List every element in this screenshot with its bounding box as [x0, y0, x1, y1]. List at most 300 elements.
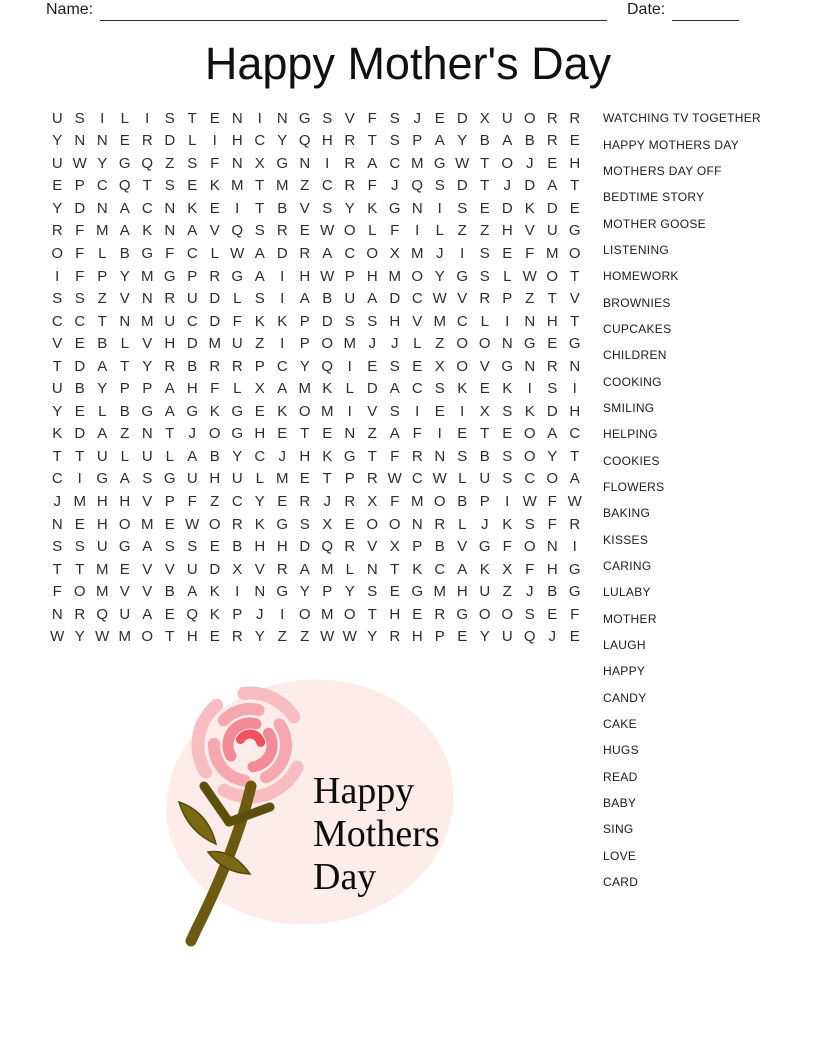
grid-letter: F	[547, 515, 557, 533]
grid-letter: J	[548, 628, 556, 646]
grid-letter: I	[235, 583, 240, 601]
grid-letter: R	[569, 109, 581, 127]
grid-letter: H	[321, 132, 333, 150]
grid-letter: H	[231, 132, 243, 150]
grid-letter: S	[524, 515, 535, 533]
grid-letter: F	[502, 538, 512, 556]
grid-letter: Q	[96, 605, 109, 623]
grid-letter: G	[568, 335, 581, 353]
grid-letter: M	[141, 515, 154, 533]
grid-letter: Y	[52, 402, 63, 420]
grid-letter: D	[456, 177, 468, 195]
grid-letter: P	[502, 290, 513, 308]
grid-letter: N	[411, 515, 423, 533]
grid-letter: I	[347, 357, 352, 375]
grid-letter: Y	[254, 492, 265, 510]
grid-letter: D	[299, 538, 311, 556]
grid-letter: Y	[299, 357, 310, 375]
grid-letter: E	[547, 335, 558, 353]
word-list-item: BABY	[603, 796, 637, 811]
grid-letter: P	[479, 492, 490, 510]
grid-letter: F	[390, 447, 400, 465]
grid-letter: T	[187, 109, 197, 127]
grid-letter: L	[255, 470, 264, 488]
grid-letter: C	[456, 312, 468, 330]
grid-letter: R	[231, 357, 243, 375]
grid-letter: P	[97, 267, 108, 285]
grid-letter: Y	[547, 447, 558, 465]
grid-letter: C	[411, 470, 423, 488]
grid-letter: M	[433, 583, 446, 601]
grid-letter: W	[320, 628, 335, 646]
grid-letter: S	[254, 222, 265, 240]
grid-letter: Y	[457, 132, 468, 150]
grid-letter: T	[52, 357, 62, 375]
grid-letter: E	[389, 583, 400, 601]
grid-letter: H	[569, 402, 581, 420]
grid-letter: D	[546, 199, 558, 217]
grid-letter: O	[298, 402, 311, 420]
grid-letter: S	[389, 357, 400, 375]
grid-letter: C	[389, 154, 401, 172]
grid-letter: F	[52, 583, 62, 601]
word-list-item: HELPING	[603, 427, 658, 442]
grid-letter: L	[98, 402, 107, 420]
grid-letter: T	[255, 177, 265, 195]
grid-letter: E	[569, 132, 580, 150]
grid-letter: N	[96, 199, 108, 217]
grid-letter: L	[503, 267, 512, 285]
grid-letter: V	[164, 560, 175, 578]
grid-letter: H	[546, 312, 558, 330]
grid-letter: A	[389, 425, 400, 443]
grid-letter: J	[53, 492, 61, 510]
grid-letter: R	[434, 515, 446, 533]
grid-letter: E	[569, 628, 580, 646]
grid-letter: T	[570, 267, 580, 285]
grid-letter: I	[572, 538, 577, 556]
grid-letter: E	[457, 425, 468, 443]
grid-letter: B	[479, 447, 490, 465]
grid-letter: J	[256, 605, 264, 623]
grid-letter: I	[77, 470, 82, 488]
grid-letter: W	[230, 245, 245, 262]
grid-letter: W	[50, 628, 65, 646]
grid-letter: T	[52, 447, 62, 465]
word-list-item: HOMEWORK	[603, 269, 679, 284]
grid-letter: S	[164, 109, 175, 127]
blob-background	[150, 661, 469, 943]
grid-letter: R	[164, 357, 176, 375]
word-list-item: CUPCAKES	[603, 321, 672, 336]
grid-letter: G	[231, 425, 244, 443]
grid-letter: V	[367, 538, 378, 556]
grid-letter: E	[547, 605, 558, 623]
grid-letter: I	[415, 222, 420, 240]
grid-letter: T	[390, 560, 400, 578]
grid-letter: S	[434, 380, 445, 398]
grid-letter: W	[455, 154, 470, 172]
grid-letter: S	[322, 199, 333, 217]
grid-letter: M	[321, 560, 334, 578]
grid-letter: E	[367, 357, 378, 375]
grid-letter: U	[96, 447, 108, 465]
grid-letter: M	[343, 335, 356, 353]
grid-letter: J	[526, 583, 534, 601]
grid-letter: E	[299, 470, 310, 488]
grid-letter: M	[411, 492, 424, 510]
grid-letter: I	[145, 109, 150, 127]
word-list-item: CARD	[603, 875, 639, 890]
grid-letter: U	[546, 222, 558, 240]
grid-letter: C	[186, 245, 198, 262]
word-list-item: MOTHER GOOSE	[603, 216, 706, 231]
grid-letter: O	[411, 267, 424, 285]
grid-letter: E	[119, 560, 130, 578]
grid-letter: Z	[120, 425, 130, 443]
grid-letter: U	[186, 560, 198, 578]
grid-letter: T	[165, 628, 175, 646]
grid-letter: A	[97, 357, 108, 375]
grid-letter: K	[209, 605, 220, 623]
grid-letter: P	[74, 177, 85, 195]
grid-letter: G	[433, 154, 446, 172]
grid-letter: S	[164, 177, 175, 195]
grid-letter: Y	[142, 357, 153, 375]
grid-letter: F	[367, 177, 377, 195]
grid-letter: V	[119, 290, 130, 308]
grid-letter: E	[164, 605, 175, 623]
grid-letter: T	[570, 312, 580, 330]
grid-letter: V	[142, 583, 153, 601]
grid-letter: E	[254, 402, 265, 420]
grid-letter: U	[51, 380, 63, 398]
grid-letter: O	[51, 245, 64, 262]
grid-letter: S	[74, 109, 85, 127]
grid-letter: P	[142, 380, 153, 398]
grid-letter: R	[546, 132, 558, 150]
grid-letter: Z	[435, 335, 445, 353]
grid-letter: R	[299, 492, 311, 510]
grid-letter: O	[208, 515, 221, 533]
grid-letter: C	[276, 357, 288, 375]
grid-letter: T	[322, 470, 332, 488]
grid-letter: R	[74, 605, 86, 623]
grid-letter: Y	[344, 583, 355, 601]
grid-letter: G	[276, 515, 289, 533]
grid-letter: W	[185, 515, 200, 533]
name-input-line[interactable]	[100, 1, 607, 21]
grid-letter: E	[209, 109, 220, 127]
grid-letter: E	[187, 177, 198, 195]
grid-letter: K	[479, 560, 490, 578]
grid-letter: V	[119, 583, 130, 601]
grid-letter: C	[411, 380, 423, 398]
word-list-item: CARING	[603, 559, 652, 574]
word-list	[603, 105, 815, 895]
grid-letter: L	[165, 447, 174, 465]
grid-letter: S	[367, 312, 378, 330]
grid-letter: O	[208, 425, 221, 443]
grid-letter: D	[524, 177, 536, 195]
grid-letter: X	[322, 515, 333, 533]
grid-letter: E	[52, 177, 63, 195]
grid-letter: A	[547, 177, 558, 195]
grid-letter: U	[119, 605, 131, 623]
grid-letter: H	[254, 538, 266, 556]
grid-letter: X	[502, 560, 513, 578]
grid-letter: T	[547, 290, 557, 308]
grid-letter: T	[75, 447, 85, 465]
grid-letter: Z	[277, 628, 287, 646]
word-list-item: HAPPY MOTHERS DAY	[603, 137, 740, 152]
grid-letter: W	[95, 628, 110, 646]
grid-letter: Q	[321, 538, 334, 556]
grid-letter: R	[389, 628, 401, 646]
grid-letter: T	[97, 312, 107, 330]
grid-letter: M	[433, 312, 446, 330]
grid-letter: P	[412, 132, 423, 150]
word-list-item: COOKIES	[603, 453, 660, 468]
grid-letter: M	[141, 267, 154, 285]
grid-letter: S	[457, 447, 468, 465]
grid-letter: A	[187, 583, 198, 601]
grid-letter: K	[367, 199, 378, 217]
grid-letter: C	[186, 312, 198, 330]
grid-letter: M	[298, 380, 311, 398]
word-list-item: LOVE	[603, 848, 637, 863]
grid-letter: D	[209, 290, 221, 308]
grid-letter: Y	[344, 199, 355, 217]
grid-letter: O	[321, 335, 334, 353]
grid-letter: O	[366, 245, 379, 262]
grid-letter: A	[164, 402, 175, 420]
grid-letter: G	[523, 335, 536, 353]
grid-letter: F	[75, 245, 85, 262]
grid-letter: R	[141, 132, 153, 150]
grid-letter: M	[411, 245, 424, 262]
grid-letter: S	[389, 402, 400, 420]
grid-letter: R	[209, 267, 221, 285]
grid-letter: H	[299, 447, 311, 465]
grid-letter: R	[299, 245, 311, 262]
grid-letter: V	[412, 312, 423, 330]
grid-letter: W	[342, 628, 357, 646]
grid-letter: D	[164, 132, 176, 150]
grid-letter: E	[479, 199, 490, 217]
grid-letter: K	[52, 425, 63, 443]
grid-letter: B	[164, 583, 175, 601]
name-label: Name:	[46, 1, 94, 18]
grid-letter: S	[187, 538, 198, 556]
grid-letter: U	[479, 470, 491, 488]
grid-letter: S	[457, 199, 468, 217]
grid-letter: Q	[231, 222, 244, 240]
grid-letter: P	[344, 267, 355, 285]
grid-letter: R	[344, 154, 356, 172]
grid-letter: N	[344, 425, 356, 443]
grid-letter: C	[74, 312, 86, 330]
grid-letter: I	[527, 380, 532, 398]
word-list-item: LISTENING	[603, 242, 670, 257]
grid-letter: U	[51, 109, 63, 127]
grid-letter: K	[277, 402, 288, 420]
grid-letter: E	[434, 109, 445, 127]
grid-letter: R	[51, 222, 63, 240]
grid-letter: P	[299, 335, 310, 353]
grid-letter: F	[367, 109, 377, 127]
word-list-item: HUGS	[603, 743, 639, 758]
grid-letter: P	[254, 357, 265, 375]
grid-letter: I	[280, 605, 285, 623]
grid-letter: E	[74, 335, 85, 353]
grid-letter: O	[501, 154, 514, 172]
grid-letter: C	[321, 177, 333, 195]
grid-letter: E	[502, 425, 513, 443]
grid-letter: E	[412, 357, 423, 375]
grid-letter: D	[209, 560, 221, 578]
word-list-item: SING	[603, 822, 634, 837]
grid-letter: R	[434, 605, 446, 623]
grid-letter: I	[572, 380, 577, 398]
grid-letter: C	[141, 199, 153, 217]
grid-letter: T	[75, 560, 85, 578]
grid-letter: E	[412, 605, 423, 623]
grid-letter: W	[320, 222, 335, 240]
grid-letter: F	[75, 222, 85, 240]
grid-letter: S	[164, 538, 175, 556]
grid-letter: L	[210, 245, 219, 262]
grid-letter: L	[98, 245, 107, 262]
grid-letter: A	[389, 380, 400, 398]
grid-letter: Y	[97, 154, 108, 172]
grid-letter: H	[299, 267, 311, 285]
grid-letter: O	[141, 628, 154, 646]
grid-letter: A	[187, 222, 198, 240]
grid-letter: I	[280, 335, 285, 353]
word-list-item: LAUGH	[603, 638, 646, 653]
grid-letter: M	[118, 628, 131, 646]
grid-letter: R	[366, 470, 378, 488]
grid-letter: S	[479, 267, 490, 285]
grid-letter: G	[456, 267, 469, 285]
grid-letter: C	[96, 177, 108, 195]
grid-letter: X	[232, 560, 243, 578]
grid-letter: B	[232, 538, 243, 556]
grid-letter: T	[480, 154, 490, 172]
grid-letter: W	[432, 470, 447, 488]
grid-letter: S	[502, 470, 513, 488]
grid-letter: S	[52, 538, 63, 556]
grid-letter: E	[74, 402, 85, 420]
grid-letter: V	[299, 199, 310, 217]
grid-letter: W	[387, 470, 402, 488]
grid-letter: M	[388, 267, 401, 285]
grid-letter: O	[343, 605, 356, 623]
grid-letter: E	[119, 132, 130, 150]
grid-letter: U	[231, 470, 243, 488]
grid-letter: J	[413, 109, 421, 127]
grid-letter: A	[119, 470, 130, 488]
grid-letter: V	[142, 335, 153, 353]
grid-letter: H	[209, 470, 221, 488]
word-list-item: BEDTIME STORY	[603, 190, 705, 205]
grid-letter: H	[186, 628, 198, 646]
grid-letter: F	[570, 605, 580, 623]
grid-letter: G	[343, 447, 356, 465]
grid-letter: D	[276, 245, 288, 262]
grid-letter: I	[505, 312, 510, 330]
grid-letter: H	[186, 380, 198, 398]
grid-letter: N	[74, 132, 86, 150]
grid-letter: I	[280, 290, 285, 308]
grid-letter: A	[119, 199, 130, 217]
grid-letter: N	[366, 560, 378, 578]
grid-letter: F	[75, 267, 85, 285]
grid-letter: N	[164, 222, 176, 240]
grid-letter: M	[208, 335, 221, 353]
grid-letter: E	[434, 402, 445, 420]
grid-letter: G	[388, 199, 401, 217]
grid-letter: C	[254, 132, 266, 150]
grid-letter: G	[163, 267, 176, 285]
grid-letter: B	[457, 492, 468, 510]
grid-letter: E	[457, 628, 468, 646]
grid-letter: W	[72, 154, 87, 172]
grid-letter: Q	[523, 628, 536, 646]
grid-letter: T	[367, 447, 377, 465]
grid-letter: J	[323, 492, 331, 510]
grid-letter: E	[322, 425, 333, 443]
grid-letter: X	[389, 245, 400, 262]
grid-letter: N	[546, 538, 558, 556]
grid-letter: K	[524, 402, 535, 420]
grid-letter: G	[276, 583, 289, 601]
grid-letter: B	[209, 447, 220, 465]
grid-letter: I	[505, 492, 510, 510]
grid-letter: A	[434, 132, 445, 150]
grid-letter: Y	[367, 628, 378, 646]
grid-letter: A	[299, 290, 310, 308]
grid-letter: E	[569, 199, 580, 217]
grid-letter: V	[52, 335, 63, 353]
grid-letter: M	[73, 492, 86, 510]
grid-letter: V	[367, 402, 378, 420]
grid-letter: E	[164, 515, 175, 533]
grid-letter: V	[479, 357, 490, 375]
grid-letter: R	[164, 290, 176, 308]
grid-letter: N	[119, 312, 131, 330]
grid-letter: T	[570, 447, 580, 465]
grid-letter: L	[120, 447, 129, 465]
grid-letter: L	[233, 290, 242, 308]
grid-letter: K	[209, 583, 220, 601]
grid-letter: R	[411, 447, 423, 465]
grid-letter: Z	[367, 425, 377, 443]
grid-letter: R	[276, 222, 288, 240]
grid-letter: Z	[97, 290, 107, 308]
date-input-line[interactable]	[672, 1, 739, 21]
grid-letter: N	[51, 605, 63, 623]
grid-letter: Q	[411, 177, 424, 195]
grid-letter: P	[344, 470, 355, 488]
grid-letter: G	[568, 560, 581, 578]
grid-letter: H	[366, 267, 378, 285]
grid-letter: I	[437, 425, 442, 443]
grid-letter: Y	[254, 628, 265, 646]
grid-letter: L	[368, 222, 377, 240]
grid-letter: R	[231, 515, 243, 533]
